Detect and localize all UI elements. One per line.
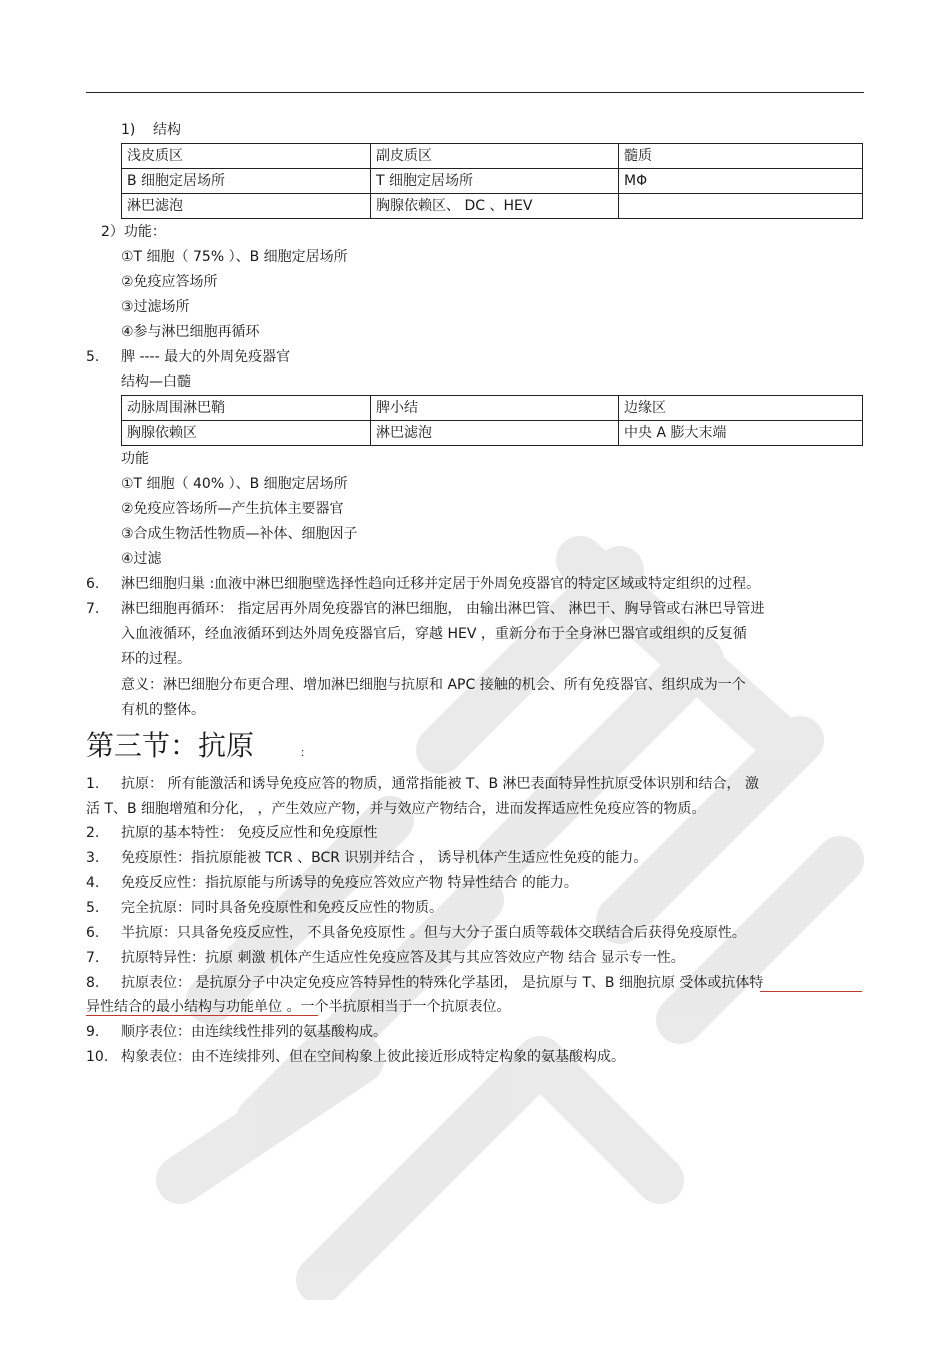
function-item: ①T 细胞（ 75% ）、B 细胞定居场所 [121, 249, 348, 265]
antigen-line: 免疫原性：指抗原能被 TCR 、BCR 识别并结合 ， 诱导机体产生适应性免疫的能力。 [121, 850, 648, 866]
item-number: 2. [86, 825, 100, 841]
antigen-line: 抗原表位： 是抗原分子中决定免疫应答特异性的特殊化学基团， 是抗原与 T、B 细胞抗原 受体或抗体特 [121, 975, 764, 991]
function-heading: 2）功能： [101, 224, 166, 240]
item-number: 6. [86, 925, 100, 941]
item-number: 4. [86, 875, 100, 891]
table-row [122, 421, 863, 446]
spleen-function-item: ③合成生物活性物质—补体、细胞因子 [121, 526, 358, 542]
item-number: 5. [86, 349, 100, 365]
recirculation-line: 有机的整体。 [121, 702, 205, 718]
item-number: 6. [86, 576, 100, 592]
antigen-line: 构象表位：由不连续排列、但在空间构象上彼此接近形成特定构象的氨基酸构成。 [121, 1049, 625, 1065]
antigen-line: 抗原的基本特性： 免疫反应性和免疫原性 [121, 825, 378, 841]
antigen-line: 异性结合的最小结构与功能单位 。一个半抗原相当于一个抗原表位。 [86, 999, 511, 1015]
lymphocyte-homing-text: 淋巴细胞归巢 :血液中淋巴细胞壁选择性趋向迁移并定居于外周免疫器官的特定区域或特定组织的过程。 [121, 576, 761, 592]
lymph-node-structure-table [121, 143, 863, 219]
underline-mark [760, 991, 862, 992]
antigen-line: 免疫反应性：指抗原能与所诱导的免疫应答效应产物 特异性结合 的能力。 [121, 875, 578, 891]
item-number: 7. [86, 601, 100, 617]
recirculation-line: 入血液循环，经血液循环到达外周免疫器官后，穿越 HEV ，重新分布于全身淋巴器官或组织的反复循 [121, 626, 747, 642]
table-cell: T 细胞定居场所 [371, 169, 619, 194]
table-row [122, 144, 863, 169]
table-cell: MΦ [619, 169, 863, 194]
table-cell: 胸腺依赖区、 DC 、HEV [371, 194, 619, 219]
spleen-title: 脾 ---- 最大的外周免疫器官 [121, 349, 291, 365]
item-number: 9. [86, 1024, 100, 1040]
table-cell: 动脉周围淋巴鞘 [122, 396, 371, 421]
table-cell: 淋巴滤泡 [371, 421, 619, 446]
table-row [122, 396, 863, 421]
function-item: ③过滤场所 [121, 299, 190, 315]
section-title: 第三节：抗原 [86, 729, 255, 762]
recirculation-line: 淋巴细胞再循环： 指定居再外周免疫器官的淋巴细胞， 由输出淋巴管、 淋巴干、胸导管或右淋巴导管进 [121, 601, 765, 617]
antigen-line: 抗原特异性：抗原 刺激 机体产生适应性免疫应答及其与其应答效应产物 结合 显示专一性。 [121, 950, 685, 966]
item-number: 10. [86, 1049, 109, 1065]
item-number: 8. [86, 975, 100, 991]
antigen-line: 半抗原：只具备免疫反应性， 不具备免疫原性 。但与大分子蛋白质等载体交联结合后获得免疫原性。 [121, 925, 746, 941]
spleen-structure-table [121, 395, 863, 446]
table-cell: 脾小结 [371, 396, 619, 421]
spleen-function-label: 功能 [121, 451, 149, 467]
function-item: ④参与淋巴细胞再循环 [121, 324, 260, 340]
table-row [122, 194, 863, 219]
structure-heading: 结构 [153, 122, 181, 138]
table-cell: 副皮质区 [371, 144, 619, 169]
recirculation-line: 意义：淋巴细胞分布更合理、增加淋巴细胞与抗原和 APC 接触的机会、所有免疫器官、组织成为一个 [121, 677, 746, 693]
antigen-line: 抗原： 所有能激活和诱导免疫应答的物质，通常指能被 T、B 淋巴表面特异性抗原受体识别和结合， 激 [121, 776, 759, 792]
table-cell: 浅皮质区 [122, 144, 371, 169]
spleen-function-item: ②免疫应答场所—产生抗体主要器官 [121, 501, 344, 517]
antigen-line: 活 T、B 细胞增殖和分化， ，产生效应产物，并与效应产物结合，进而发挥适应性免疫应答的物质。 [86, 801, 706, 817]
table-cell: 髓质 [619, 144, 863, 169]
table-cell: 淋巴滤泡 [122, 194, 371, 219]
recirculation-line: 环的过程。 [121, 651, 191, 667]
table-cell: 中央 A 膨大末端 [619, 421, 863, 446]
item-number: 7. [86, 950, 100, 966]
item-number: 5. [86, 900, 100, 916]
structure-heading-number: 1) [121, 122, 136, 138]
table-cell: B 细胞定居场所 [122, 169, 371, 194]
table-cell: 胸腺依赖区 [122, 421, 371, 446]
item-number: 3. [86, 850, 100, 866]
spleen-structure-label: 结构—白髓 [121, 374, 191, 390]
table-cell: 边缘区 [619, 396, 863, 421]
antigen-line: 顺序表位：由连续线性排列的氨基酸构成。 [121, 1024, 387, 1040]
antigen-line: 完全抗原：同时具备免疫原性和免疫反应性的物质。 [121, 900, 443, 916]
header-rule [86, 92, 864, 93]
spleen-function-item: ④过滤 [121, 551, 162, 567]
table-cell [619, 194, 863, 219]
section-title-mark: ： [300, 746, 311, 759]
table-row [122, 169, 863, 194]
spleen-function-item: ①T 细胞（ 40% ）、B 细胞定居场所 [121, 476, 348, 492]
underline-mark [86, 1015, 318, 1016]
item-number: 1. [86, 776, 100, 792]
function-item: ②免疫应答场所 [121, 274, 218, 290]
